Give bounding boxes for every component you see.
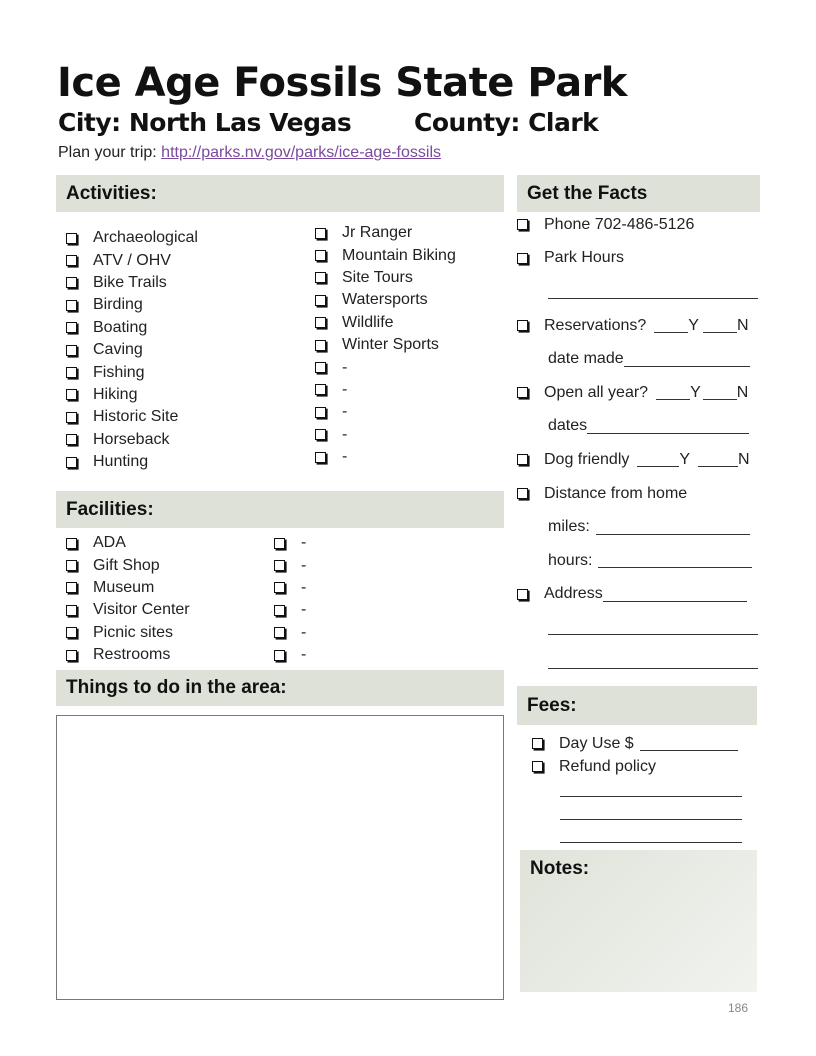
activity-label: ATV / OHV	[93, 251, 171, 269]
facts-phone: Phone 702-486-5126	[544, 215, 695, 233]
facts-miles: miles:	[548, 518, 590, 536]
facts-dog-friendly: Dog friendly	[544, 450, 630, 468]
page-number: 186	[728, 1001, 749, 1015]
facility-label: -	[301, 601, 307, 619]
checkbox-icon[interactable]	[66, 277, 77, 288]
no-label: N	[738, 450, 750, 468]
activity-label: Historic Site	[93, 408, 179, 426]
notes-header: Notes:	[530, 858, 590, 879]
checkbox-icon[interactable]	[66, 233, 77, 244]
blank-line[interactable]	[560, 782, 742, 797]
activity-item	[315, 267, 456, 289]
facilities-col2	[274, 532, 306, 666]
checkbox-icon[interactable]	[66, 255, 77, 266]
checkbox-icon[interactable]	[532, 761, 543, 772]
blank-line[interactable]	[703, 385, 737, 400]
activity-label: Horseback	[93, 430, 170, 448]
yes-label: Y	[688, 316, 699, 334]
notes-panel[interactable]	[520, 850, 757, 992]
checkbox-icon[interactable]	[517, 589, 528, 600]
fees-list	[532, 732, 757, 847]
facts-reservations-row	[517, 309, 760, 343]
blank-line[interactable]	[598, 553, 752, 568]
yes-label: Y	[679, 450, 691, 468]
checkbox-icon[interactable]	[315, 407, 326, 418]
no-label: N	[736, 316, 749, 334]
activity-item	[66, 451, 198, 473]
checkbox-icon[interactable]	[517, 253, 528, 264]
facility-item	[274, 644, 306, 666]
blank-line[interactable]	[624, 352, 750, 367]
facts-address-row	[517, 578, 760, 612]
fees-day-use: Day Use $	[559, 734, 634, 752]
checkbox-icon[interactable]	[315, 340, 326, 351]
facts-list	[517, 208, 760, 678]
fees-line-1	[532, 778, 757, 801]
activity-label: Boating	[93, 318, 148, 336]
facts-hours-line-row	[517, 275, 760, 309]
activity-item	[66, 361, 198, 383]
checkbox-icon[interactable]	[66, 300, 77, 311]
facts-reservations: Reservations?	[544, 316, 647, 334]
checkbox-icon[interactable]	[66, 345, 77, 356]
facility-item	[274, 577, 306, 599]
checkbox-icon[interactable]	[315, 384, 326, 395]
checkbox-icon[interactable]	[517, 219, 528, 230]
blank-line[interactable]	[640, 736, 738, 751]
activity-item	[315, 446, 456, 468]
checkbox-icon[interactable]	[274, 560, 285, 571]
checkbox-icon[interactable]	[315, 317, 326, 328]
plan-trip-label: Plan your trip:	[58, 144, 157, 161]
activity-label: Hunting	[93, 453, 149, 471]
blank-line[interactable]	[548, 284, 758, 299]
facts-dates: dates	[548, 417, 588, 435]
activity-label: -	[342, 448, 348, 466]
activity-label: Site Tours	[342, 268, 413, 286]
activity-item	[315, 334, 456, 356]
checkbox-icon[interactable]	[66, 650, 77, 661]
fees-line-3	[532, 824, 757, 847]
blank-line[interactable]	[548, 620, 758, 635]
facts-hours2-row	[517, 544, 760, 578]
fees-line-2	[532, 801, 757, 824]
facility-item	[66, 622, 190, 644]
checkbox-icon[interactable]	[66, 560, 77, 571]
activity-label: Birding	[93, 296, 143, 314]
facility-item	[274, 622, 306, 644]
activity-item	[66, 317, 198, 339]
activity-item	[315, 379, 456, 401]
facility-item	[66, 577, 190, 599]
activity-label: Watersports	[342, 291, 428, 309]
blank-line[interactable]	[548, 654, 758, 669]
blank-line[interactable]	[560, 805, 742, 820]
checkbox-icon[interactable]	[66, 627, 77, 638]
checkbox-icon[interactable]	[66, 605, 77, 616]
checkbox-icon[interactable]	[66, 322, 77, 333]
no-label: N	[736, 383, 749, 401]
facts-address-line2	[517, 611, 760, 645]
checkbox-icon[interactable]	[315, 295, 326, 306]
facilities-col1	[66, 532, 190, 666]
activity-label: Hiking	[93, 385, 138, 403]
fees-header: Fees:	[517, 686, 757, 725]
facility-label: Visitor Center	[93, 601, 190, 619]
facility-item	[66, 554, 190, 576]
facility-label: -	[301, 623, 307, 641]
plan-trip-line	[58, 144, 441, 162]
facility-label: ADA	[93, 534, 126, 552]
activity-item	[315, 312, 456, 334]
checkbox-icon[interactable]	[315, 250, 326, 261]
facility-item	[274, 599, 306, 621]
activity-item	[66, 227, 198, 249]
checkbox-icon[interactable]	[517, 320, 528, 331]
facts-open-all-year: Open all year?	[544, 383, 649, 401]
blank-line[interactable]	[703, 318, 737, 333]
checkbox-icon[interactable]	[517, 387, 528, 398]
facts-hours: hours:	[548, 551, 593, 569]
facility-item	[66, 599, 190, 621]
activity-item	[66, 272, 198, 294]
activity-item	[315, 222, 456, 244]
things-text-area[interactable]	[56, 715, 504, 1000]
checkbox-icon[interactable]	[66, 367, 77, 378]
checkbox-icon[interactable]	[315, 272, 326, 283]
facility-item	[274, 532, 306, 554]
facility-label: -	[301, 556, 307, 574]
facts-dog-row	[517, 443, 760, 477]
blank-line[interactable]	[596, 520, 750, 535]
activities-header: Activities:	[56, 175, 504, 212]
facts-hours-row	[517, 242, 760, 276]
checkbox-icon[interactable]	[315, 452, 326, 463]
facts-phone-row	[517, 208, 760, 242]
facility-item	[66, 532, 190, 554]
activity-label: Mountain Biking	[342, 246, 456, 264]
facts-address-line3	[517, 645, 760, 679]
checkbox-icon[interactable]	[66, 457, 77, 468]
fees-refund-row	[532, 755, 757, 778]
checkbox-icon[interactable]	[517, 454, 528, 465]
facility-item	[66, 644, 190, 666]
park-link[interactable]: http://parks.nv.gov/parks/ice-age-fossils	[161, 144, 441, 161]
blank-line[interactable]	[587, 419, 749, 434]
checkbox-icon[interactable]	[66, 389, 77, 400]
checkbox-icon[interactable]	[274, 538, 285, 549]
facts-dates-row	[517, 410, 760, 444]
activity-item	[66, 429, 198, 451]
blank-line[interactable]	[637, 452, 679, 467]
blank-line[interactable]	[654, 318, 688, 333]
yes-label: Y	[690, 383, 701, 401]
blank-line[interactable]	[603, 587, 747, 602]
checkbox-icon[interactable]	[66, 538, 77, 549]
facility-label: -	[301, 646, 307, 664]
checkbox-icon[interactable]	[274, 650, 285, 661]
activity-label: Bike Trails	[93, 273, 167, 291]
facility-label: -	[301, 578, 307, 596]
activity-label: Fishing	[93, 363, 145, 381]
checkbox-icon[interactable]	[532, 738, 543, 749]
checkbox-icon[interactable]	[274, 582, 285, 593]
activity-label: -	[342, 380, 348, 398]
facts-distance-row	[517, 477, 760, 511]
activity-label: -	[342, 403, 348, 421]
activity-label: Winter Sports	[342, 336, 439, 354]
activity-item	[66, 406, 198, 428]
checkbox-icon[interactable]	[66, 582, 77, 593]
page-title: Ice Age Fossils State Park	[57, 60, 627, 106]
checkbox-icon[interactable]	[315, 228, 326, 239]
facts-date-made: date made	[548, 350, 624, 368]
facility-label: Gift Shop	[93, 556, 160, 574]
activity-label: -	[342, 425, 348, 443]
city-label: City: North Las Vegas	[58, 108, 352, 137]
activity-item	[315, 401, 456, 423]
facts-date-made-row	[517, 342, 760, 376]
facts-park-hours: Park Hours	[544, 249, 625, 267]
activity-label: Jr Ranger	[342, 224, 413, 242]
checkbox-icon[interactable]	[517, 488, 528, 499]
blank-line[interactable]	[656, 385, 690, 400]
facilities-header: Facilities:	[56, 491, 504, 528]
facts-open-row	[517, 376, 760, 410]
activity-item	[315, 289, 456, 311]
facts-header: Get the Facts	[517, 175, 760, 212]
checkbox-icon[interactable]	[66, 412, 77, 423]
facility-label: -	[301, 534, 307, 552]
checkbox-icon[interactable]	[274, 605, 285, 616]
activity-item	[66, 294, 198, 316]
facts-miles-row	[517, 510, 760, 544]
activity-item	[66, 249, 198, 271]
activity-label: -	[342, 358, 348, 376]
county-label: County: Clark	[414, 108, 599, 137]
activity-label: Caving	[93, 341, 143, 359]
checkbox-icon[interactable]	[274, 627, 285, 638]
things-header: Things to do in the area:	[56, 670, 504, 706]
facility-label: Picnic sites	[93, 623, 174, 641]
blank-line[interactable]	[698, 452, 738, 467]
facts-distance: Distance from home	[544, 484, 688, 502]
blank-line[interactable]	[560, 828, 742, 843]
activity-item	[315, 356, 456, 378]
activity-label: Archaeological	[93, 229, 198, 247]
checkbox-icon[interactable]	[66, 434, 77, 445]
checkbox-icon[interactable]	[315, 429, 326, 440]
facility-item	[274, 554, 306, 576]
facility-label: Restrooms	[93, 646, 171, 664]
activity-item	[315, 244, 456, 266]
facility-label: Museum	[93, 578, 155, 596]
facts-address: Address	[544, 585, 603, 603]
fees-refund: Refund policy	[559, 757, 656, 775]
activity-item	[66, 384, 198, 406]
fees-day-use-row	[532, 732, 757, 755]
checkbox-icon[interactable]	[315, 362, 326, 373]
activity-item	[66, 339, 198, 361]
activity-label: Wildlife	[342, 313, 394, 331]
activities-col1	[66, 227, 198, 473]
activity-item	[315, 424, 456, 446]
activities-col2	[315, 222, 456, 468]
